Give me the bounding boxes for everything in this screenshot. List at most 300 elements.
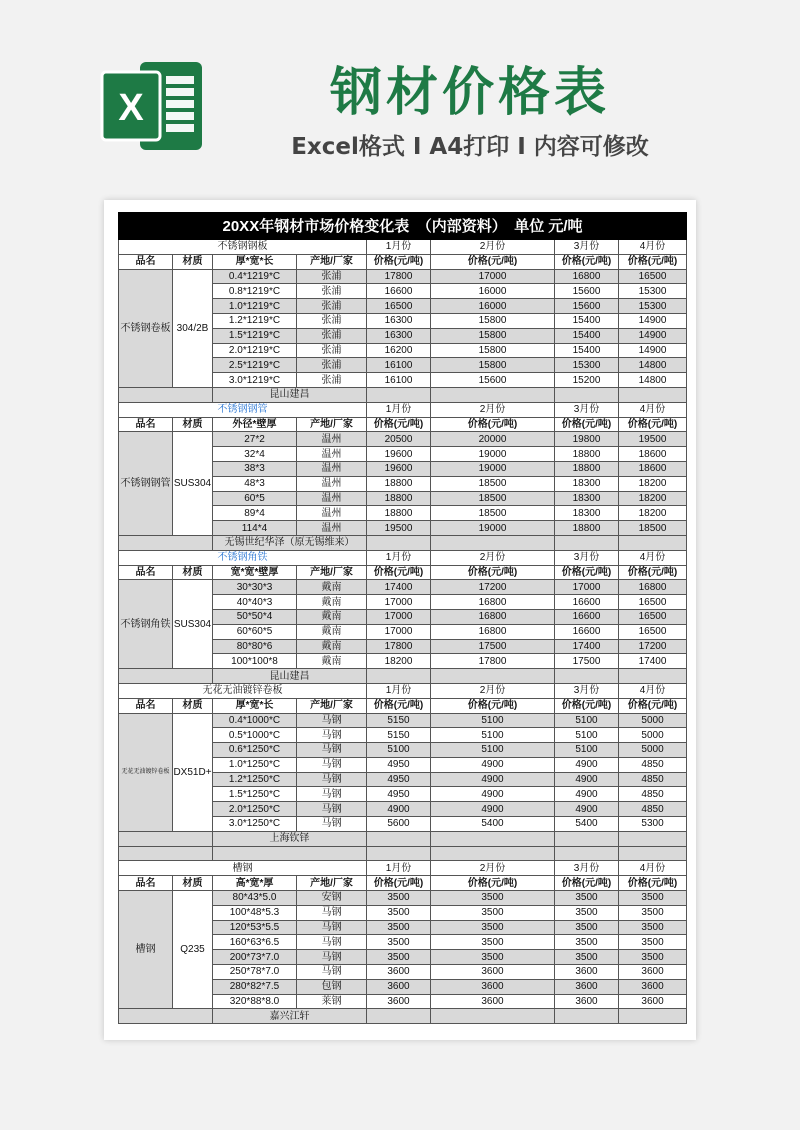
price-cell: 3500 <box>555 950 619 965</box>
spec-cell: 280*82*7.5 <box>213 979 297 994</box>
col-header-material: 材质 <box>173 254 213 269</box>
month-header: 3月份 <box>555 550 619 565</box>
footer-spacer <box>431 535 555 550</box>
price-cell: 3600 <box>619 979 687 994</box>
table-row <box>119 713 687 728</box>
col-header-price: 价格(元/吨) <box>555 876 619 891</box>
price-cell: 3500 <box>555 891 619 906</box>
price-cell: 5000 <box>619 743 687 758</box>
price-cell: 17800 <box>367 639 431 654</box>
price-cell: 3500 <box>619 905 687 920</box>
page-subtitle: Excel格式 I A4打印 I 内容可修改 <box>291 134 649 160</box>
section-title: 不锈钢钢管 <box>119 402 367 417</box>
section-title: 槽钢 <box>119 861 367 876</box>
price-cell: 18800 <box>367 506 431 521</box>
price-cell: 19500 <box>367 521 431 536</box>
excel-logo-icon <box>100 58 204 154</box>
spec-cell: 100*48*5.3 <box>213 905 297 920</box>
origin-cell: 马钢 <box>297 935 367 950</box>
spec-cell: 2.5*1219*C <box>213 358 297 373</box>
table-banner-row <box>119 213 687 240</box>
footer-spacer <box>119 669 213 684</box>
price-cell: 3500 <box>367 891 431 906</box>
spec-cell: 1.2*1250*C <box>213 772 297 787</box>
price-cell: 17500 <box>431 639 555 654</box>
spec-cell: 1.0*1250*C <box>213 757 297 772</box>
price-cell: 18800 <box>555 447 619 462</box>
price-cell: 17800 <box>431 654 555 669</box>
price-cell: 17000 <box>367 624 431 639</box>
price-cell: 15400 <box>555 313 619 328</box>
price-cell: 15800 <box>431 313 555 328</box>
price-cell: 15600 <box>555 284 619 299</box>
spec-cell: 114*4 <box>213 521 297 536</box>
spec-cell: 3.0*1219*C <box>213 373 297 388</box>
price-cell: 15600 <box>431 373 555 388</box>
col-header-price: 价格(元/吨) <box>367 876 431 891</box>
price-cell: 3600 <box>619 965 687 980</box>
price-cell: 3500 <box>431 950 555 965</box>
blank-row <box>119 846 687 861</box>
price-cell: 15800 <box>431 358 555 373</box>
product-name: 无花无油镀锌卷板 <box>119 713 173 831</box>
product-material: SUS304 <box>173 432 213 536</box>
price-cell: 18500 <box>431 476 555 491</box>
footer-spacer <box>619 387 687 402</box>
month-header: 4月份 <box>619 683 687 698</box>
price-cell: 18500 <box>431 506 555 521</box>
price-cell: 3500 <box>555 935 619 950</box>
price-cell: 16600 <box>555 609 619 624</box>
section-footer-row <box>119 669 687 684</box>
origin-cell: 马钢 <box>297 950 367 965</box>
origin-cell: 戴南 <box>297 580 367 595</box>
price-cell: 4900 <box>431 772 555 787</box>
col-header-spec: 厚*宽*长 <box>213 254 297 269</box>
price-cell: 3500 <box>431 935 555 950</box>
price-cell: 3500 <box>619 935 687 950</box>
spec-cell: 120*53*5.5 <box>213 920 297 935</box>
price-cell: 4850 <box>619 772 687 787</box>
spreadsheet-page <box>104 200 696 1040</box>
price-cell: 3600 <box>431 979 555 994</box>
price-cell: 19000 <box>431 521 555 536</box>
col-header-spec: 高*宽*厚 <box>213 876 297 891</box>
spec-cell: 50*50*4 <box>213 609 297 624</box>
origin-cell: 戴南 <box>297 639 367 654</box>
price-cell: 16800 <box>555 269 619 284</box>
price-cell: 5400 <box>431 817 555 832</box>
price-cell: 16600 <box>555 624 619 639</box>
price-cell: 16200 <box>367 343 431 358</box>
col-header-material: 材质 <box>173 417 213 432</box>
footer-spacer <box>431 669 555 684</box>
table-row <box>119 269 687 284</box>
month-header: 2月份 <box>431 550 555 565</box>
origin-cell: 马钢 <box>297 817 367 832</box>
product-name: 槽钢 <box>119 891 173 1009</box>
price-cell: 3500 <box>619 891 687 906</box>
footer-spacer <box>367 1009 431 1024</box>
price-cell: 3600 <box>367 994 431 1009</box>
product-name: 不锈钢钢管 <box>119 432 173 536</box>
col-header-origin: 产地/厂家 <box>297 565 367 580</box>
col-header-origin: 产地/厂家 <box>297 698 367 713</box>
spec-cell: 60*5 <box>213 491 297 506</box>
month-header: 4月份 <box>619 402 687 417</box>
origin-cell: 包钢 <box>297 979 367 994</box>
month-header: 3月份 <box>555 861 619 876</box>
col-header-price: 价格(元/吨) <box>367 417 431 432</box>
column-header-row <box>119 698 687 713</box>
origin-cell: 马钢 <box>297 757 367 772</box>
spec-cell: 0.5*1000*C <box>213 728 297 743</box>
price-cell: 5400 <box>555 817 619 832</box>
spec-cell: 1.2*1219*C <box>213 313 297 328</box>
origin-cell: 马钢 <box>297 713 367 728</box>
spec-cell: 250*78*7.0 <box>213 965 297 980</box>
price-cell: 15300 <box>619 284 687 299</box>
spec-cell: 80*80*6 <box>213 639 297 654</box>
price-cell: 3500 <box>619 950 687 965</box>
spec-cell: 0.8*1219*C <box>213 284 297 299</box>
price-cell: 3600 <box>555 979 619 994</box>
origin-cell: 马钢 <box>297 743 367 758</box>
price-cell: 18800 <box>555 521 619 536</box>
col-header-name: 品名 <box>119 565 173 580</box>
section-title-row <box>119 240 687 255</box>
spec-cell: 0.4*1000*C <box>213 713 297 728</box>
col-header-name: 品名 <box>119 876 173 891</box>
origin-cell: 戴南 <box>297 624 367 639</box>
price-cell: 3500 <box>367 950 431 965</box>
footer-spacer <box>119 535 213 550</box>
footer-spacer <box>367 387 431 402</box>
col-header-name: 品名 <box>119 254 173 269</box>
month-header: 1月份 <box>367 550 431 565</box>
col-header-price: 价格(元/吨) <box>367 565 431 580</box>
price-cell: 15800 <box>431 343 555 358</box>
price-cell: 18200 <box>619 491 687 506</box>
svg-text:X: X <box>118 87 144 129</box>
section-title-row <box>119 550 687 565</box>
price-cell: 18600 <box>619 461 687 476</box>
price-cell: 3600 <box>367 965 431 980</box>
section-title-row <box>119 861 687 876</box>
product-material: Q235 <box>173 891 213 1009</box>
col-header-price: 价格(元/吨) <box>619 254 687 269</box>
col-header-price: 价格(元/吨) <box>619 876 687 891</box>
month-header: 1月份 <box>367 683 431 698</box>
price-cell: 18200 <box>367 654 431 669</box>
footer-spacer <box>555 1009 619 1024</box>
price-cell: 5100 <box>555 728 619 743</box>
month-header: 1月份 <box>367 240 431 255</box>
month-header: 1月份 <box>367 402 431 417</box>
footer-spacer <box>119 387 213 402</box>
blank-cell <box>367 846 431 861</box>
blank-cell <box>119 846 213 861</box>
spec-cell: 60*60*5 <box>213 624 297 639</box>
origin-cell: 温州 <box>297 432 367 447</box>
price-cell: 3500 <box>367 920 431 935</box>
col-header-price: 价格(元/吨) <box>431 417 555 432</box>
col-header-price: 价格(元/吨) <box>555 698 619 713</box>
col-header-price: 价格(元/吨) <box>431 876 555 891</box>
origin-cell: 马钢 <box>297 787 367 802</box>
footer-spacer <box>555 535 619 550</box>
product-material: DX51D+ <box>173 713 213 831</box>
price-cell: 16000 <box>431 284 555 299</box>
price-cell: 3500 <box>555 905 619 920</box>
price-cell: 14800 <box>619 358 687 373</box>
spec-cell: 0.4*1219*C <box>213 269 297 284</box>
col-header-name: 品名 <box>119 417 173 432</box>
price-cell: 5150 <box>367 713 431 728</box>
price-cell: 18300 <box>555 476 619 491</box>
col-header-price: 价格(元/吨) <box>619 417 687 432</box>
column-header-row <box>119 417 687 432</box>
month-header: 4月份 <box>619 240 687 255</box>
price-cell: 5100 <box>367 743 431 758</box>
footer-spacer <box>619 831 687 846</box>
price-cell: 14900 <box>619 343 687 358</box>
col-header-price: 价格(元/吨) <box>555 565 619 580</box>
price-cell: 5100 <box>555 743 619 758</box>
price-cell: 4950 <box>367 772 431 787</box>
price-cell: 3500 <box>431 920 555 935</box>
price-cell: 3500 <box>431 891 555 906</box>
price-cell: 18300 <box>555 506 619 521</box>
price-cell: 17000 <box>555 580 619 595</box>
spec-cell: 200*73*7.0 <box>213 950 297 965</box>
price-cell: 4900 <box>555 772 619 787</box>
price-cell: 3600 <box>555 994 619 1009</box>
spec-cell: 320*88*8.0 <box>213 994 297 1009</box>
spec-cell: 38*3 <box>213 461 297 476</box>
origin-cell: 温州 <box>297 476 367 491</box>
price-cell: 3500 <box>555 920 619 935</box>
price-cell: 5300 <box>619 817 687 832</box>
price-cell: 5000 <box>619 713 687 728</box>
product-material: 304/2B <box>173 269 213 387</box>
price-cell: 16500 <box>619 624 687 639</box>
price-cell: 18200 <box>619 476 687 491</box>
price-cell: 4850 <box>619 787 687 802</box>
col-header-origin: 产地/厂家 <box>297 417 367 432</box>
price-cell: 16800 <box>619 580 687 595</box>
price-cell: 16500 <box>619 609 687 624</box>
price-cell: 15300 <box>555 358 619 373</box>
price-cell: 16800 <box>431 609 555 624</box>
price-cell: 17500 <box>555 654 619 669</box>
month-header: 2月份 <box>431 861 555 876</box>
col-header-price: 价格(元/吨) <box>431 565 555 580</box>
price-cell: 16300 <box>367 328 431 343</box>
price-cell: 19600 <box>367 447 431 462</box>
origin-cell: 马钢 <box>297 802 367 817</box>
footer-spacer <box>119 831 213 846</box>
col-header-price: 价格(元/吨) <box>619 698 687 713</box>
spec-cell: 27*2 <box>213 432 297 447</box>
price-cell: 16500 <box>367 299 431 314</box>
price-cell: 3600 <box>431 994 555 1009</box>
column-header-row <box>119 565 687 580</box>
footer-spacer <box>431 831 555 846</box>
price-cell: 3500 <box>367 935 431 950</box>
spec-cell: 32*4 <box>213 447 297 462</box>
price-cell: 3500 <box>367 905 431 920</box>
price-cell: 16800 <box>431 624 555 639</box>
spec-cell: 89*4 <box>213 506 297 521</box>
section-title-row <box>119 683 687 698</box>
supplier-note: 嘉兴江轩 <box>213 1009 367 1024</box>
price-cell: 17200 <box>431 580 555 595</box>
price-cell: 18600 <box>619 447 687 462</box>
price-cell: 3500 <box>619 920 687 935</box>
product-material: SUS304 <box>173 580 213 669</box>
origin-cell: 马钢 <box>297 772 367 787</box>
price-cell: 18500 <box>619 521 687 536</box>
origin-cell: 安钢 <box>297 891 367 906</box>
origin-cell: 温州 <box>297 491 367 506</box>
origin-cell: 张浦 <box>297 313 367 328</box>
price-cell: 18800 <box>367 491 431 506</box>
section-footer-row <box>119 1009 687 1024</box>
col-header-spec: 宽*宽*壁厚 <box>213 565 297 580</box>
origin-cell: 张浦 <box>297 299 367 314</box>
footer-spacer <box>619 669 687 684</box>
footer-spacer <box>367 831 431 846</box>
origin-cell: 张浦 <box>297 269 367 284</box>
price-cell: 14800 <box>619 373 687 388</box>
price-cell: 3600 <box>367 979 431 994</box>
table-banner: 20XX年钢材市场价格变化表 （内部资料） 单位 元/吨 <box>119 213 687 240</box>
price-cell: 5100 <box>431 713 555 728</box>
col-header-origin: 产地/厂家 <box>297 254 367 269</box>
month-header: 4月份 <box>619 861 687 876</box>
price-cell: 4900 <box>555 802 619 817</box>
price-cell: 15300 <box>619 299 687 314</box>
spec-cell: 1.0*1219*C <box>213 299 297 314</box>
price-cell: 16100 <box>367 373 431 388</box>
month-header: 3月份 <box>555 683 619 698</box>
section-title: 不锈钢角铁 <box>119 550 367 565</box>
price-cell: 20000 <box>431 432 555 447</box>
price-cell: 4900 <box>555 787 619 802</box>
footer-spacer <box>367 535 431 550</box>
origin-cell: 温州 <box>297 521 367 536</box>
footer-spacer <box>431 387 555 402</box>
spec-cell: 48*3 <box>213 476 297 491</box>
price-cell: 15600 <box>555 299 619 314</box>
blank-cell <box>619 846 687 861</box>
month-header: 4月份 <box>619 550 687 565</box>
price-cell: 17200 <box>619 639 687 654</box>
price-cell: 17400 <box>619 654 687 669</box>
col-header-price: 价格(元/吨) <box>367 254 431 269</box>
spec-cell: 100*100*8 <box>213 654 297 669</box>
price-cell: 17000 <box>367 609 431 624</box>
month-header: 1月份 <box>367 861 431 876</box>
col-header-spec: 厚*宽*长 <box>213 698 297 713</box>
col-header-price: 价格(元/吨) <box>431 698 555 713</box>
price-cell: 19800 <box>555 432 619 447</box>
price-cell: 14900 <box>619 328 687 343</box>
price-cell: 19000 <box>431 461 555 476</box>
month-header: 2月份 <box>431 683 555 698</box>
product-name: 不锈钢卷板 <box>119 269 173 387</box>
price-cell: 14900 <box>619 313 687 328</box>
price-cell: 15800 <box>431 328 555 343</box>
column-header-row <box>119 876 687 891</box>
spec-cell: 40*40*3 <box>213 595 297 610</box>
price-cell: 18500 <box>431 491 555 506</box>
spec-cell: 1.5*1250*C <box>213 787 297 802</box>
price-table <box>118 212 687 1024</box>
blank-cell <box>555 846 619 861</box>
supplier-note: 无锡世纪华泽（原无锡维来） <box>213 535 367 550</box>
price-cell: 18800 <box>367 476 431 491</box>
supplier-note: 昆山建昌 <box>213 387 367 402</box>
footer-spacer <box>555 831 619 846</box>
page-title: 钢材价格表 <box>329 63 610 123</box>
origin-cell: 莱钢 <box>297 994 367 1009</box>
section-title-row <box>119 402 687 417</box>
origin-cell: 马钢 <box>297 965 367 980</box>
footer-spacer <box>431 1009 555 1024</box>
price-cell: 15200 <box>555 373 619 388</box>
price-cell: 4850 <box>619 757 687 772</box>
origin-cell: 马钢 <box>297 728 367 743</box>
table-row <box>119 580 687 595</box>
price-cell: 16300 <box>367 313 431 328</box>
price-cell: 5100 <box>555 713 619 728</box>
section-footer-row <box>119 535 687 550</box>
origin-cell: 张浦 <box>297 343 367 358</box>
month-header: 2月份 <box>431 402 555 417</box>
footer-spacer <box>619 535 687 550</box>
origin-cell: 戴南 <box>297 595 367 610</box>
price-cell: 3600 <box>431 965 555 980</box>
price-cell: 4900 <box>367 802 431 817</box>
section-footer-row <box>119 831 687 846</box>
section-footer-row <box>119 387 687 402</box>
origin-cell: 张浦 <box>297 284 367 299</box>
supplier-note: 上海钦铎 <box>213 831 367 846</box>
price-cell: 5100 <box>431 743 555 758</box>
spec-cell: 2.0*1250*C <box>213 802 297 817</box>
price-cell: 3600 <box>555 965 619 980</box>
col-header-price: 价格(元/吨) <box>619 565 687 580</box>
spec-cell: 160*63*6.5 <box>213 935 297 950</box>
blank-cell <box>213 846 367 861</box>
col-header-material: 材质 <box>173 565 213 580</box>
price-cell: 4950 <box>367 787 431 802</box>
price-cell: 17000 <box>431 269 555 284</box>
price-cell: 19000 <box>431 447 555 462</box>
column-header-row <box>119 254 687 269</box>
page-header <box>0 0 800 190</box>
price-cell: 3600 <box>619 994 687 1009</box>
col-header-origin: 产地/厂家 <box>297 876 367 891</box>
product-name: 不锈钢角铁 <box>119 580 173 669</box>
price-cell: 5600 <box>367 817 431 832</box>
origin-cell: 张浦 <box>297 328 367 343</box>
price-cell: 16500 <box>619 269 687 284</box>
section-title: 无花无油镀锌卷板 <box>119 683 367 698</box>
price-cell: 16000 <box>431 299 555 314</box>
